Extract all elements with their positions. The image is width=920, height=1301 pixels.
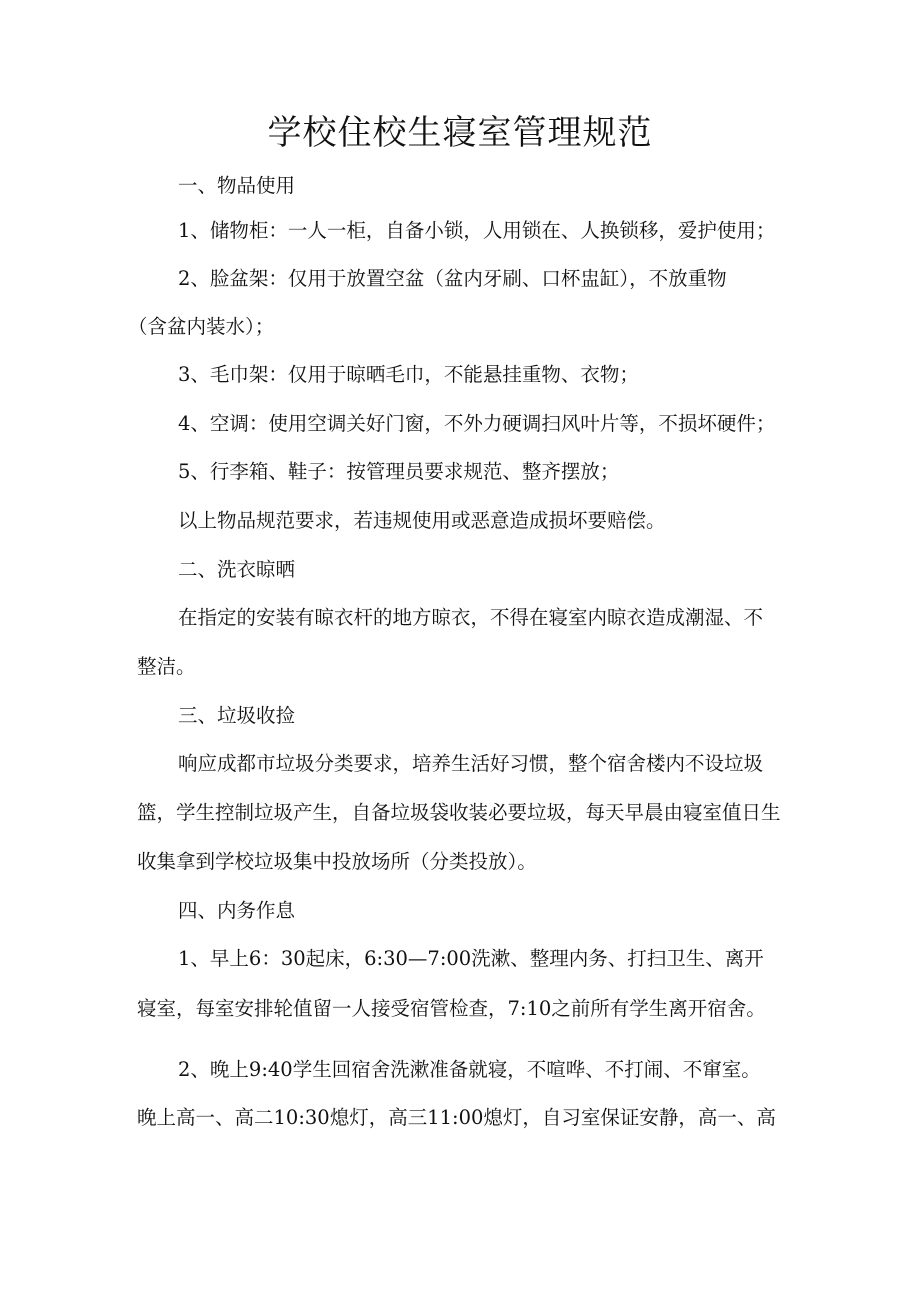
section-heading-3: 三、垃圾收捡 [178, 704, 296, 727]
paragraph-line: 1、早上6：30起床，6:30—7:00洗漱、整理内务、打扫卫生、离开 [178, 947, 764, 970]
paragraph-line: 1、储物柜：一人一柜，自备小锁，人用锁在、人换锁移，爱护使用； [178, 219, 776, 242]
paragraph-line: 4、空调：使用空调关好门窗，不外力硬调扫风叶片等，不损坏硬件； [178, 412, 776, 435]
paragraph-line: 以上物品规范要求，若违规使用或恶意造成损坏要赔偿。 [178, 509, 666, 532]
paragraph-line: 晚上高一、高二10:30熄灯，高三11:00熄灯，自习室保证安静，高一、高 [137, 1106, 776, 1129]
paragraph-line: 整洁。 [137, 655, 196, 678]
paragraph-line: 2、晚上9:40学生回宿舍洗漱准备就寝，不喧哗、不打闹、不窜室。 [178, 1058, 761, 1081]
section-heading-1: 一、物品使用 [178, 174, 296, 197]
paragraph-line: 3、毛巾架：仅用于晾晒毛巾，不能悬挂重物、衣物； [178, 363, 639, 386]
section-heading-4: 四、内务作息 [178, 899, 296, 922]
paragraph-line: 篮，学生控制垃圾产生，自备垃圾袋收装必要垃圾，每天早晨由寝室值日生 [137, 801, 781, 824]
paragraph-line: 2、脸盆架：仅用于放置空盆（盆内牙刷、口杯盅缸），不放重物 [178, 267, 727, 290]
paragraph-line: 响应成都市垃圾分类要求，培养生活好习惯，整个宿舍楼内不设垃圾 [178, 752, 764, 775]
document-title: 学校住校生寝室管理规范 [267, 113, 653, 153]
section-heading-2: 二、洗衣晾晒 [178, 558, 296, 581]
paragraph-line: （含盆内装水）； [128, 315, 275, 338]
paragraph-line: 在指定的安装有晾衣杆的地方晾衣，不得在寝室内晾衣造成潮湿、不 [178, 606, 764, 629]
paragraph-line: 寝室，每室安排轮值留一人接受宿管检查，7:10之前所有学生离开宿舍。 [137, 997, 766, 1020]
paragraph-line: 5、行李箱、鞋子：按管理员要求规范、整齐摆放； [178, 460, 620, 483]
paragraph-line: 收集拿到学校垃圾集中投放场所（分类投放）。 [137, 850, 537, 873]
